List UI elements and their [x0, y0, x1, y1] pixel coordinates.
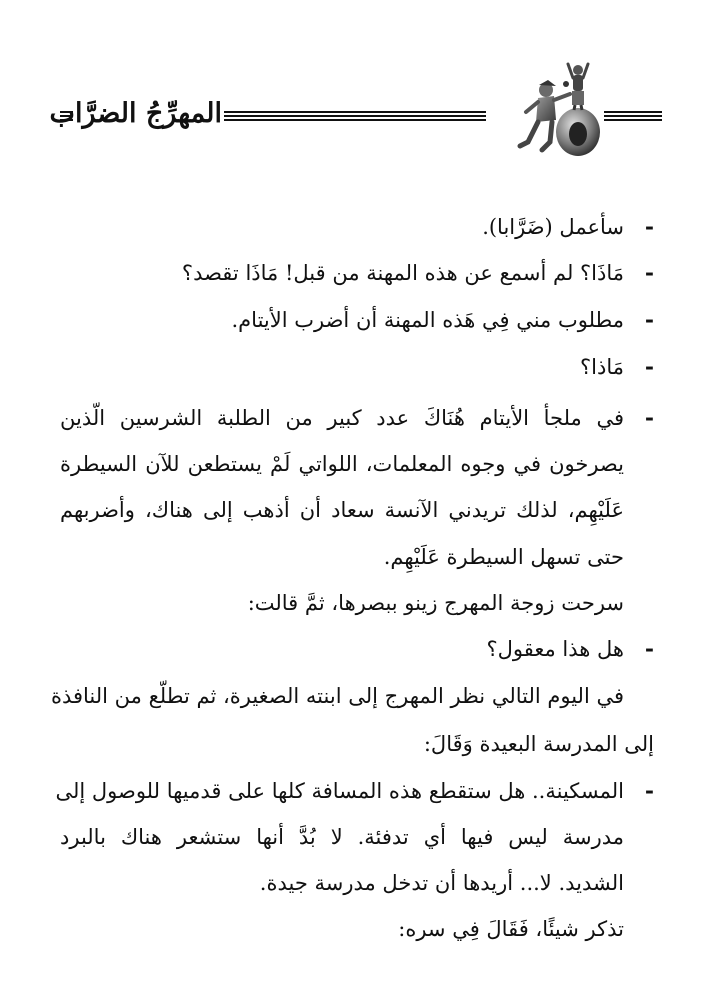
line-text: تذكر شيئًا، فَقَالَ فِي سره:: [398, 917, 624, 941]
line-text: يصرخون في وجوه المعلمات، اللواتي لَمْ يستطعن للآن السيطرة: [60, 452, 624, 476]
bullet-dash: -: [644, 260, 654, 286]
line-text: في اليوم التالي نظر المهرج إلى ابنته الصغيرة، ثم تطلّع من النافذة: [50, 684, 624, 708]
page-header: [0, 50, 720, 170]
line-text: هل هذا معقول؟: [486, 637, 624, 661]
line-text: الشديد. لا... أريدها أن تدخل مدرسة جيدة.: [259, 871, 624, 895]
page-title: المهرِّجُ الضرَّاب: [49, 98, 222, 129]
bullet-dash: -: [644, 405, 654, 431]
line-text: مَاذَا؟ لم أسمع عن هذه المهنة من قبل! مَاذَا تقصد؟: [181, 261, 624, 285]
bullet-dash: -: [644, 636, 654, 662]
bullet-dash: -: [644, 354, 654, 380]
bullet-dash: -: [644, 778, 654, 804]
line-text: المسكينة.. هل ستقطع هذه المسافة كلها على قدميها للوصول إلى: [55, 779, 624, 803]
line-text: عَلَيْهِم، لذلك تريدني الآنسة سعاد أن أذهب إلى هناك، وأضربهم: [60, 498, 624, 522]
line-text: مَاذا؟: [580, 355, 624, 379]
header-rule-right: [604, 111, 662, 121]
header-rule-middle: [224, 111, 486, 121]
bullet-dash: -: [644, 214, 654, 240]
line-text: حتى تسهل السيطرة عَلَيْهِم.: [383, 545, 624, 569]
line-text: مدرسة ليس فيها أي تدفئة. لا بُدَّ أنها ستشعر هناك بالبرد: [60, 825, 624, 849]
bullet-dash: -: [644, 307, 654, 333]
line-text: سأعمل (ضَرَّابا).: [482, 215, 624, 239]
line-text: إلى المدرسة البعيدة وَقَالَ:: [423, 732, 654, 756]
line-text: في ملجأ الأيتام هُنَاكَ عدد كبير من الطلبة الشرسين الّذين: [60, 406, 624, 430]
line-text: سرحت زوجة المهرج زينو ببصرها، ثمَّ قالت:: [247, 591, 624, 615]
clown-juggler-on-ball-icon: [506, 50, 606, 160]
line-text: مطلوب مني فِي هَذه المهنة أن أضرب الأيتام.: [231, 308, 624, 332]
